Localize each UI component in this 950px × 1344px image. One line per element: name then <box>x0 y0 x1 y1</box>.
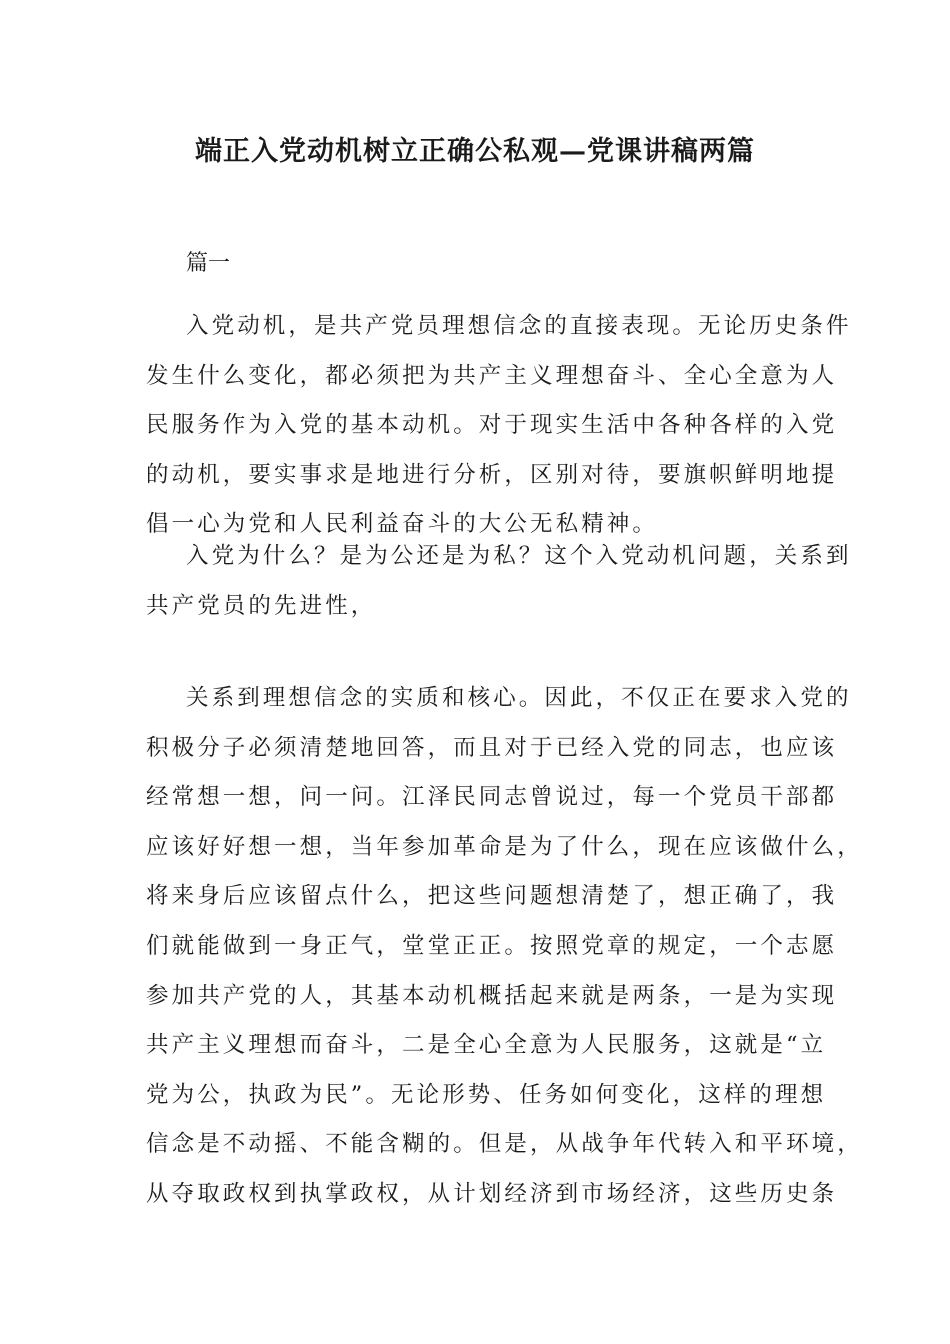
paragraph-line: 关系到理想信念的实质和核心。因此，不仅正在要求入党的 <box>186 685 852 711</box>
paragraph-line: 信念是不动摇、不能含糊的。但是，从战争年代转入和平环境， <box>146 1131 863 1158</box>
paragraph-line: 共产主义理想而奋斗，二是全心全意为人民服务，这就是“立 <box>146 1032 827 1059</box>
paragraph-line: 的动机，要实事求是地进行分析，区别对待，要旗帜鲜明地提 <box>146 461 838 488</box>
paragraph-line: 倡一心为党和人民利益奋斗的大公无私精神。 <box>146 511 659 538</box>
paragraph-line: 入党动机，是共产党员理想信念的直接表现。无论历史条件 <box>186 313 852 339</box>
paragraph-line: 发生什么变化，都必须把为共产主义理想奋斗、全心全意为人 <box>146 362 838 389</box>
section-label: 篇一 <box>186 251 231 276</box>
paragraph-line: 共产党员的先进性， <box>146 592 377 619</box>
paragraph-line: 应该好好想一想，当年参加革命是为了什么，现在应该做什么， <box>146 833 863 860</box>
paragraph-line: 从夺取政权到执掌政权，从计划经济到市场经济，这些历史条 <box>146 1180 838 1207</box>
paragraph-line: 经常想一想，问一问。江泽民同志曾说过，每一个党员干部都 <box>146 784 838 811</box>
paragraph-line: 参加共产党的人，其基本动机概括起来就是两条，一是为实现 <box>146 982 838 1009</box>
paragraph-1 <box>146 302 852 550</box>
paragraph-line: 入党为什么？是为公还是为私？这个入党动机问题，关系到 <box>186 543 852 569</box>
paragraph-line: 党为公，执政为民”。无论形势、任务如何变化，这样的理想 <box>146 1081 827 1108</box>
paragraph-line: 民服务作为入党的基本动机。对于现实生活中各种各样的入党 <box>146 412 838 439</box>
paragraph-3 <box>146 674 863 1220</box>
paragraph-line: 们就能做到一身正气，堂堂正正。按照党章的规定，一个志愿 <box>146 932 838 959</box>
paragraph-line: 将来身后应该留点什么，把这些问题想清楚了，想正确了，我 <box>146 883 838 910</box>
paragraph-line: 积极分子必须清楚地回答，而且对于已经入党的同志，也应该 <box>146 734 838 761</box>
document-title: 端正入党动机树立正确公私观—党课讲稿两篇 <box>195 136 755 167</box>
paragraph-2 <box>146 532 852 631</box>
